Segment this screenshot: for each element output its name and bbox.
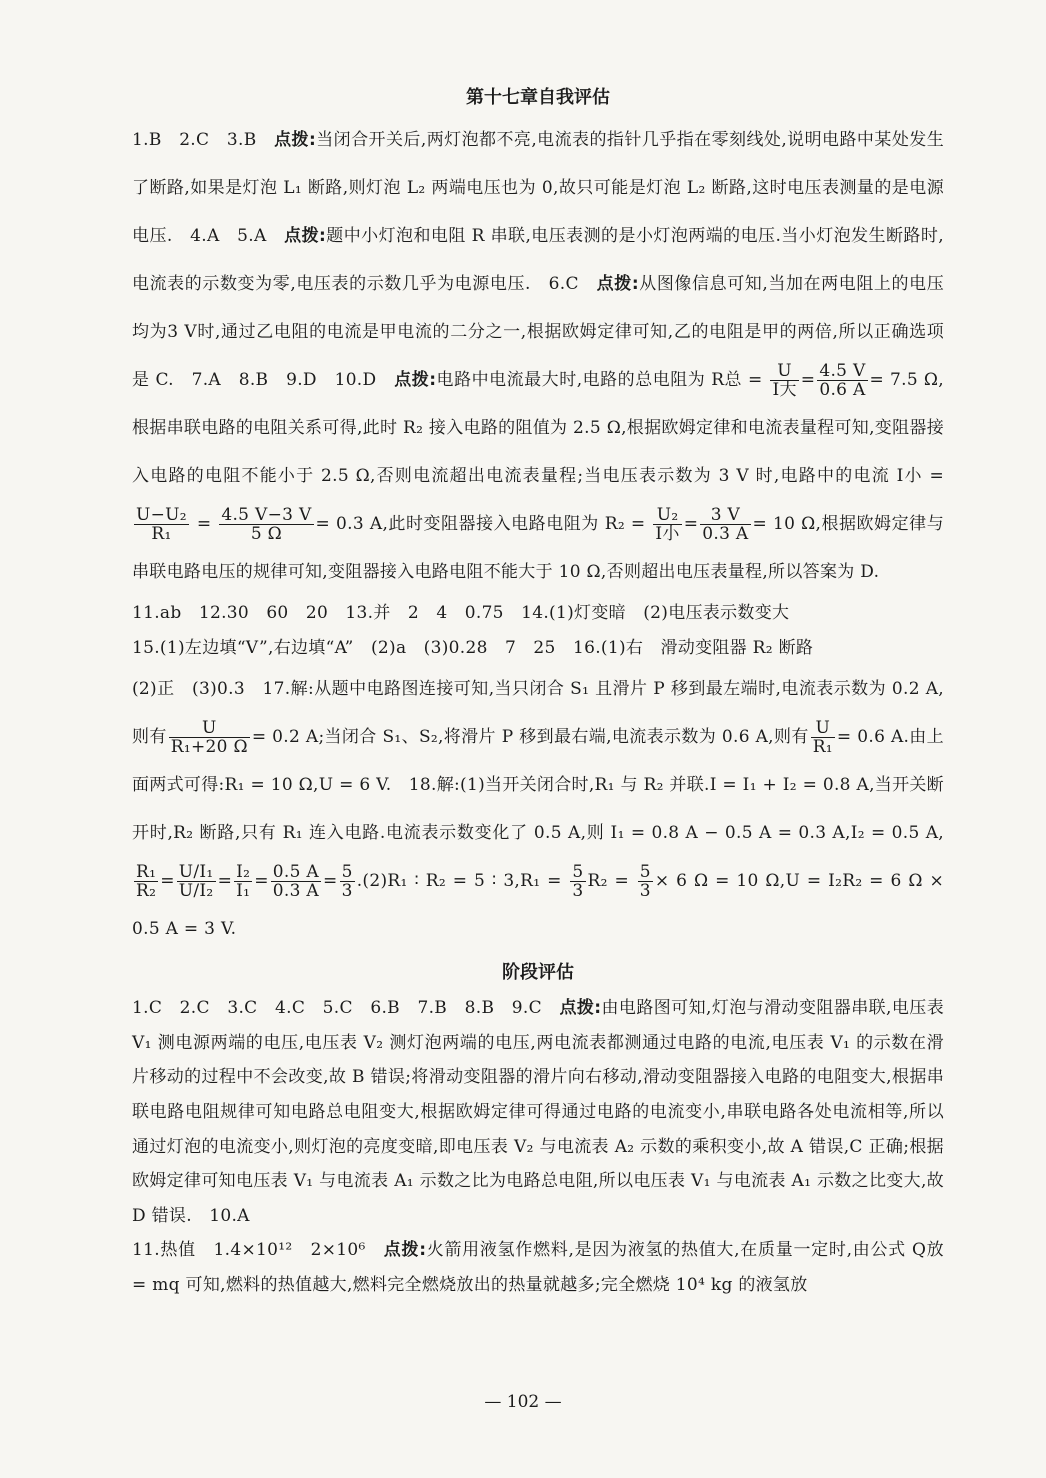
answer-paragraph: 1.B 2.C 3.B 点拨:当闭合开关后,两灯泡都不亮,电流表的指针几乎指在零刻线处,说明电路中某处发生了断路,如果是灯泡 L₁ 断路,则灯泡 L₂ 两端电压也为 0,故只可能是灯泡 L₂ 断路,这时电压表测量的是电源电压. 4.A 5.A 点拨:题中小灯泡和电阻 R 串联,电压表测的是小灯泡两端的电压.当小灯泡发生断路时,电流表的示数变为零,电压表的示数几乎为电源电压. 6.C 点拨:从图像信息可知,当加在两电阻上的电压均为3 V时,通过乙电阻的电流是甲电流的二分之一,根据欧姆定律可知,乙的电阻是甲的两倍,所以正确选项是 C. 7.A 8.B 9.D 10.D 点拨:电路中电流最大时,电路的总电阻为 R总 = $\frac{U}{\text{I大}}$ = $\frac{4.5 V}{0.6 A}$ = 7.5 Ω,根据串联电路的电阻关系可得,此时 R₂ 接入电路的阻值为 2.5 Ω,根据欧姆定律和电流表量程可知,变阻器接入电路的电阻不能小于 2.5 Ω,否则电流超出电流表量程;当电压表示数为 3 V 时,电路中的电流 I小 = $\frac{\text{U−U₂}}{\text{R₁}}$ = $\frac{4.5 V-3 V}{5 \Omega}$ = 0.3 A,此时变阻器接入电路电阻为 R₂ = $\frac{\text{U₂}}{\text{I小}}$ = $\frac{3 V}{0.3 A}$ = 10 Ω,根据欧姆定律与串联电路电压的规律可知,变阻器接入电路电阻不能大于 10 Ω,否则超出电压表量程,所以答案为 D. bbox=[132, 130, 945, 582]
fraction: $\frac{5}{3}$ bbox=[341, 862, 353, 902]
fraction: $\frac{U}{\text{I大}}$ bbox=[772, 361, 797, 400]
fraction: $\frac{\text{I₂}}{\text{I₁}}$ bbox=[236, 862, 251, 902]
fraction: $\frac{\text{U−U₂}}{\text{R₁}}$ bbox=[136, 505, 187, 544]
answer-paragraph: 15.(1)左边填“V”,右边填“A” (2)a (3)0.28 7 25 16.(1)右 滑动变阻器 R₂ 断路 bbox=[132, 637, 814, 658]
fraction: $\frac{3 V}{0.3 A}$ bbox=[702, 505, 749, 544]
fraction: $\frac{4.5 V}{0.6 A}$ bbox=[819, 361, 866, 400]
page-number: — 102 — bbox=[484, 1392, 562, 1412]
fraction: $\frac{0.5 A}{0.3 A}$ bbox=[272, 862, 320, 902]
fraction: $\frac{U}{\text{R₁+20 Ω}}$ bbox=[170, 718, 248, 758]
section-stage-assessment bbox=[132, 961, 944, 1302]
answer-paragraph: 11.ab 12.30 60 20 13.并 2 4 0.75 14.(1)灯变暗 (2)电压表示数变大 bbox=[132, 603, 790, 623]
answer-paragraph: 11.热值 1.4×10¹² 2×10⁶ 点拨:火箭用液氢作燃料,是因为液氢的热值大,在质量一定时,由公式 Q放 = mq 可知,燃料的热值越大,燃料完全燃烧放出的热量就越多;完全燃烧 10⁴ kg 的液氢放 bbox=[132, 1240, 944, 1295]
answer-page bbox=[132, 86, 944, 1303]
fraction: $\frac{5}{3}$ bbox=[639, 862, 651, 902]
fraction: $\frac{4.5 V-3 V}{5 \Omega}$ bbox=[221, 505, 312, 544]
answer-paragraph: 1.C 2.C 3.C 4.C 5.C 6.B 7.B 8.B 9.C 点拨:由电路图可知,灯泡与滑动变阻器串联,电压表 V₁ 测电源两端的电压,电压表 V₂ 测灯泡两端的电压,两电流表都测通过电路的电流,电压表 V₁ 的示数在滑片移动的过程中不会改变,故 B 错误;将滑动变阻器的滑片向右移动,滑动变阻器接入电路的电阻变大,根据串联电路电阻规律可知电路总电阻变大,根据欧姆定律可得通过电路的电流变小,串联电路各处电流相等,所以通过灯泡的电流变小,则灯泡的亮度变暗,即电压表 V₂ 与电流表 A₂ 示数的乘积变小,故 A 错误,C 正确;根据欧姆定律可知电压表 V₁ 与电流表 A₁ 示数之比为电路总电阻,所以电压表 V₁ 与电流表 A₁ 示数之比变大,故 D 错误. 10.A bbox=[132, 998, 944, 1226]
answer-paragraph: (2)正 (3)0.3 17.解:从题中电路图连接可知,当只闭合 S₁ 且滑片 P 移到最左端时,电流表示数为 0.2 A,则有 $\frac{U}{\text{R₁+20 Ω}}$ = 0.2 A;当闭合 S₁、S₂,将滑片 P 移到最右端,电流表示数为 0.6 A,则有 $\frac{U}{\text{R₁}}$ = 0.6 A.由上面两式可得:R₁ = 10 Ω,U = 6 V. 18.解:(1)当开关闭合时,R₁ 与 R₂ 并联.I = I₁ + I₂ = 0.8 A,当开关断开时,R₂ 断路,只有 R₁ 连入电路.电流表示数变化了 0.5 A,则 I₁ = 0.8 A − 0.5 A = 0.3 A,I₂ = 0.5 A, $\frac{\text{R₁}}{\text{R₂}}$ = $\frac{\text{U/I₁}}{\text{U/I₂}}$ = $\frac{\text{I₂}}{\text{I₁}}$ = $\frac{0.5 A}{0.3 A}$ = $\frac{5}{3}$ .(2)R₁ ∶ R₂ = 5 ∶ 3,R₁ = $\frac{5}{3}$ R₂ = $\frac{5}{3}$ × 6 Ω = 10 Ω,U = I₂R₂ = 6 Ω × 0.5 A = 3 V. bbox=[132, 679, 944, 940]
section-title: 第十七章自我评估 bbox=[466, 87, 610, 108]
fraction: $\frac{U}{\text{R₁}}$ bbox=[812, 718, 833, 758]
fraction: $\frac{\text{R₁}}{\text{R₂}}$ bbox=[136, 862, 157, 902]
section-title: 阶段评估 bbox=[502, 962, 574, 984]
fraction: $\frac{\text{U₂}}{\text{I小}}$ bbox=[655, 505, 680, 544]
fraction: $\frac{5}{3}$ bbox=[572, 862, 584, 902]
fraction: $\frac{\text{U/I₁}}{\text{U/I₂}}$ bbox=[178, 862, 214, 902]
section-chapter17 bbox=[132, 86, 944, 953]
